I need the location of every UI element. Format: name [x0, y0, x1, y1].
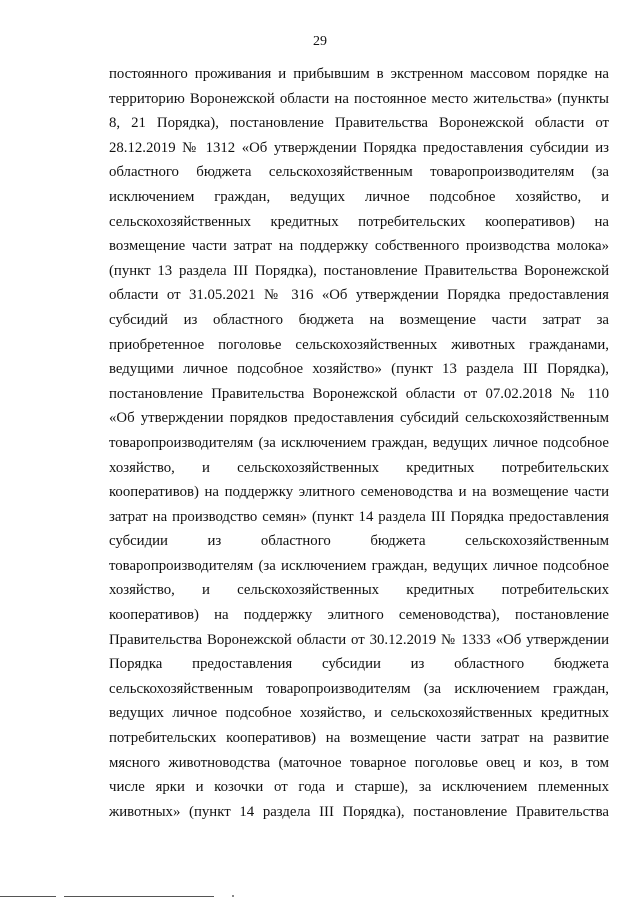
text-line: кооперативов) на поддержку элитного семеноводства и на возмещение части: [109, 484, 609, 501]
text-line: потребительских кооперативов) на возмещение части затрат на развитие: [109, 730, 609, 747]
text-line: территорию Воронежской области на постоянное место жительства» (пункты: [109, 90, 609, 107]
text-line: (пункт 13 раздела III Порядка), постановление Правительства Воронежской: [109, 262, 609, 279]
text-line: хозяйство, и сельскохозяйственных кредитных потребительских: [109, 459, 609, 476]
text-line: 8, 21 Порядка), постановление Правительства Воронежской области от: [109, 115, 609, 132]
text-line: числе ярки и козочки от года и старше), за исключением племенных: [109, 779, 609, 796]
body-paragraph: [109, 62, 609, 824]
text-line: товаропроизводителям (за исключением граждан, ведущих личное подсобное: [109, 557, 609, 574]
text-line: сельскохозяйственным товаропроизводителям (за исключением граждан,: [109, 680, 609, 697]
text-line: субсидий из областного бюджета на возмещение части затрат за: [109, 311, 609, 328]
text-line: кооперативов) на поддержку элитного семеноводства), постановление: [109, 607, 609, 624]
text-line: приобретенное поголовье сельскохозяйственных животных гражданами,: [109, 336, 609, 353]
text-line: товаропроизводителям (за исключением граждан, ведущих личное подсобное: [109, 434, 609, 451]
text-line: Порядка предоставления субсидии из областного бюджета: [109, 656, 609, 673]
text-line: исключением граждан, ведущих личное подсобное хозяйство, и: [109, 188, 609, 205]
text-line: субсидии из областного бюджета сельскохозяйственным: [109, 533, 609, 550]
text-line: области от 31.05.2021 № 316 «Об утверждении Порядка предоставления: [109, 287, 609, 304]
text-line: областного бюджета сельскохозяйственным товаропроизводителям (за: [109, 164, 609, 181]
text-line: Правительства Воронежской области от 30.12.2019 № 1333 «Об утверждении: [109, 631, 609, 648]
footer-divider: [64, 896, 214, 897]
text-line: возмещение части затрат на поддержку собственного производства молока»: [109, 238, 609, 255]
text-line: ведущих личное подсобное хозяйство, и сельскохозяйственных кредитных: [109, 705, 609, 722]
page-number: 29: [313, 34, 327, 49]
text-line: животных» (пункт 14 раздела III Порядка), постановление Правительства: [109, 803, 609, 820]
text-line: хозяйство, и сельскохозяйственных кредитных потребительских: [109, 582, 609, 599]
text-line: затрат на производство семян» (пункт 14 раздела III Порядка предоставления: [109, 508, 609, 525]
scan-artifact: [232, 895, 234, 897]
text-line: 28.12.2019 № 1312 «Об утверждении Порядка предоставления субсидии из: [109, 139, 609, 156]
text-line: ведущими личное подсобное хозяйство» (пункт 13 раздела III Порядка),: [109, 361, 609, 378]
footer-divider: [0, 896, 56, 897]
text-line: мясного животноводства (маточное товарное поголовье овец и коз, в том: [109, 754, 609, 771]
text-line: «Об утверждении порядков предоставления субсидий сельскохозяйственным: [109, 410, 609, 427]
text-line: сельскохозяйственных кредитных потребительских кооперативов) на: [109, 213, 609, 230]
text-line: постановление Правительства Воронежской области от 07.02.2018 № 110: [109, 385, 609, 402]
text-line: постоянного проживания и прибывшим в экстренном массовом порядке на: [109, 66, 609, 82]
